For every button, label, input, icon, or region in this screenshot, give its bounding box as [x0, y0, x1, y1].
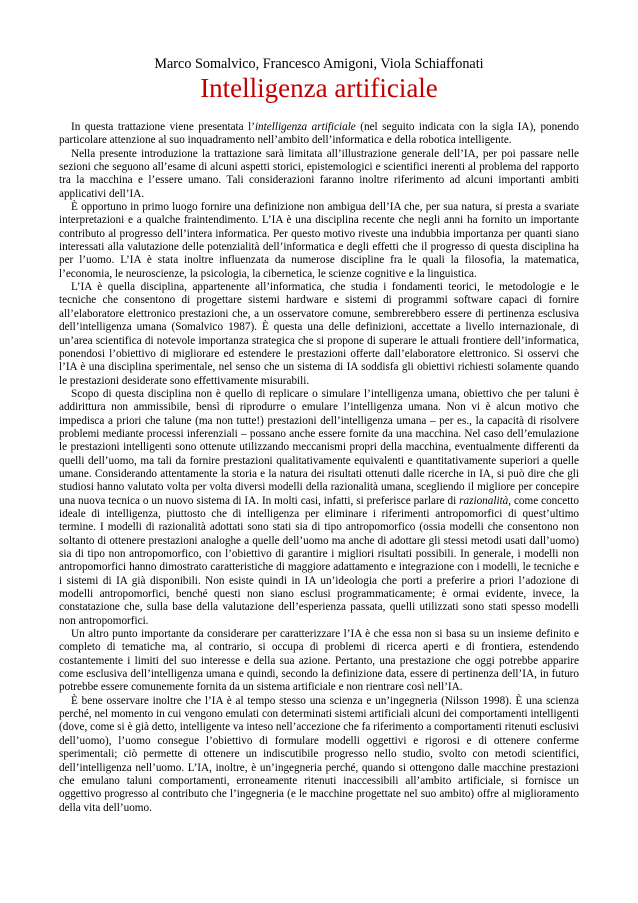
paragraph: Un altro punto importante da considerare per caratterizzare l’IA è che essa non si basa su un insieme definito e completo di tematiche ma, al contrario, si occupa di problemi di ricerca aperti e di frontiera, estendendo costantemente i limiti del suo interesse e della sua azione. Pertanto, una prestazione che oggi potrebbe apparire come esclusiva dell’intelligenza umana e quindi, secondo la definizione data, essere di pertinenza dell’IA, in futuro potrebbe essere comunemente fornita da un sistema artificiale e non rientrare così nell’IA. — [59, 628, 579, 694]
emphasis: razionalità — [459, 494, 509, 507]
paragraph: In questa trattazione viene presentata l’intelligenza artificiale (nel seguito indicata con la sigla IA), ponendo particolare attenzione al suo inquadramento nell’ambito dell’informatica e della robotica intelligente. — [59, 121, 579, 147]
paragraph: È bene osservare inoltre che l’IA è al tempo stesso una scienza e un’ingegneria (Nilsson 1998). È una scienza perché, nel momento in cui vengono emulati con determinati sistemi artificiali alcuni dei comportamenti intelligenti (dove, come si è già detto, intelligente va inteso nell’accezione che fa riferimento a comportamenti ritenuti esclusivi dell’uomo), l’uomo consegue l’obiettivo di formulare modelli oggettivi e rigorosi e di ottenere conferme sperimentali; ciò permette di ottenere un indiscutibile progresso nello studio, svolto con metodi scientifici, dell’intelligenza nell’uomo. L’IA, inoltre, è un’ingegneria perché, quando si ottengono dalle macchine prestazioni che emulano taluni comportamenti, erroneamente ritenuti inaccessibili all’ambito artificiale, si fornisce un oggettivo progresso al contributo che l’ingegneria (e le macchine progettate nel suo ambito) offre al miglioramento della vita dell’uomo. — [59, 694, 579, 814]
paragraph: Nella presente introduzione la trattazione sarà limitata all’illustrazione generale dell’IA, per poi passare nelle sezioni che seguono all’esame di alcuni aspetti storici, epistemologici e scientifici inerenti al problema del rapporto tra la macchina e l’essere umano. Tali considerazioni faranno inoltre riferimento ad alcuni importanti ambiti applicativi dell’IA. — [59, 147, 579, 200]
paragraph: L’IA è quella disciplina, appartenente all’informatica, che studia i fondamenti teorici, le metodologie e le tecniche che consentono di progettare sistemi hardware e sistemi di programmi software capaci di fornire all’elaboratore elettronico prestazioni che, a un osservatore comune, sembrerebbero essere di pertinenza esclusiva dell’intelligenza umana (Somalvico 1987). È questa una delle definizioni, accettate a livello internazionale, di un’area scientifica di notevole importanza strategica che si propone di superare le attuali frontiere dell’informatica, ponendosi l’obiettivo di migliorare ed estendere le prestazioni offerte dall’elaboratore elettronico. Si osservi che l’IA è una disciplina sperimentale, nel senso che un sistema di IA soddisfa gli obiettivi richiesti solamente quando le prestazioni desiderate sono effettivamente misurabili. — [59, 281, 579, 387]
document-title: Intelligenza artificiale — [200, 73, 438, 103]
document-body — [59, 121, 579, 815]
paragraph: È opportuno in primo luogo fornire una definizione non ambigua dell’IA che, per sua natura, si presta a svariate interpretazioni e a qualche fraintendimento. L’IA è una disciplina recente che negli anni ha fornito un importante contributo al progresso dell’intera informatica. Per questo motivo riveste una indubbia importanza per quanti siano interessati alla valutazione delle potenzialità dell’informatica e degli effetti che il progresso di questa disciplina ha per l’uomo. L’IA è stata inoltre influenzata da numerose discipline fra le quali la filosofia, la matematica, l’economia, le neuroscienze, la psicologia, la cibernetica, le scienze cognitive e la linguistica. — [59, 201, 579, 280]
paragraph: Scopo di questa disciplina non è quello di replicare o simulare l’intelligenza umana, obiettivo che per taluni è addirittura non ammissibile, bensì di riprodurre o emulare l’intelligenza umana. Non vi è alcun motivo che impedisca a priori che talune (ma non tutte!) prestazioni dell’intelligenza umana – per es., la capacità di risolvere problemi mediante processi inferenziali – possano anche essere fornite da una macchina. Nel caso dell’emulazione le prestazioni intelligenti sono ottenute utilizzando meccanismi propri della macchina, eventualmente differenti da quelli dell’uomo, ma tali da fornire prestazioni qualitativamente equivalenti e quantitativamente superiori a quelle umane. Considerando attentamente la storia e la natura dei risultati ottenuti dalle ricerche in IA, si può dire che gli studiosi hanno valutato volta per volta diversi modelli della razionalità umana, scegliendo il migliore per concepire una nuova tecnica o un nuovo sistema di IA. In molti casi, infatti, si preferisce parlare di razionalità, come concetto ideale di intelligenza, piuttosto che di intelligenza per eliminare i riferimenti antropomorfici di quest’ultimo termine. I modelli di razionalità adottati sono stati sia di tipo antropomorfico (ossia modelli che consentono non soltanto di ottenere prestazioni analoghe a quelle dell’uomo ma anche di adottare gli stessi metodi usati dall’uomo) sia di tipo non antropomorfico, con l’obiettivo di garantire i migliori risultati possibili. In generale, i modelli non antropomorfici hanno dimostrato caratteristiche di maggiore adattamento e integrazione con i modelli, le tecniche e i sistemi di IA già disponibili. Non esiste quindi in IA un’ideologia che porti a preferire a priori l’adozione di modelli antropomorfici, benché questi non siano esclusi programmaticamente; è ormai evidente, invece, la constatazione che, sulla base della valutazione dell’esperienza passata, quelli utilizzati sono stati spesso modelli non antropomorfici. — [59, 387, 579, 627]
emphasis: intelligenza artificiale — [254, 121, 356, 133]
authors: Marco Somalvico, Francesco Amigoni, Viola Schiaffonati — [154, 56, 484, 72]
